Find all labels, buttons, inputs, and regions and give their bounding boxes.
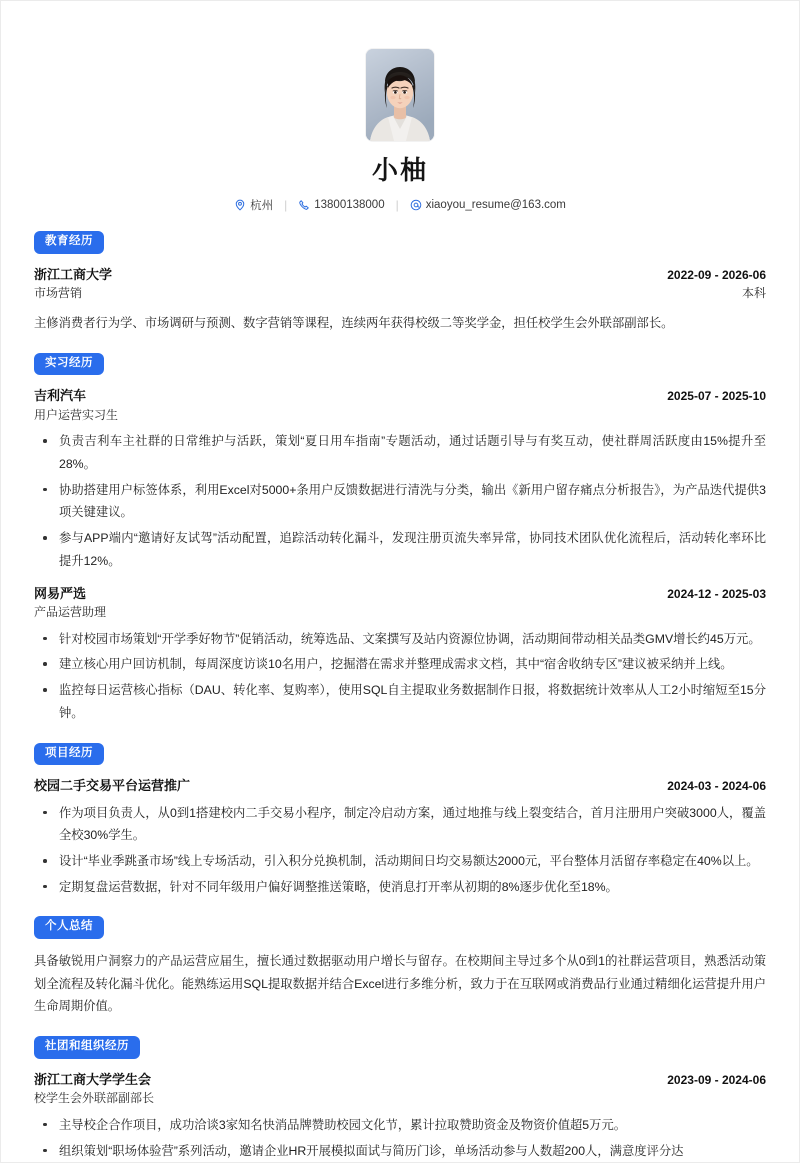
bullet-item: 监控每日运营核心指标（DAU、转化率、复购率），使用SQL自主提取业务数据制作日报，将数据统计效率从人工2小时缩短至15分钟。	[34, 679, 766, 724]
email-icon	[410, 199, 422, 211]
entry-subheader-row	[34, 406, 766, 425]
resume-section	[34, 1036, 766, 1162]
resume-section	[34, 916, 766, 1018]
bullet-item: 设计“毕业季跳蚤市场”线上专场活动，引入积分兑换机制，活动期间日均交易额达2000元，平台整体月活留存率稳定在40%以上。	[34, 850, 766, 873]
resume-entry	[34, 776, 766, 898]
contact-phone[interactable]	[298, 199, 384, 211]
section-badge: 社团和组织经历	[34, 1036, 140, 1059]
bullet-item: 作为项目负责人，从0到1搭建校内二手交易小程序，制定冷启动方案，通过地推与线上裂变结合，首月注册用户突破3000人，覆盖全校30%学生。	[34, 802, 766, 847]
candidate-name: 小柚	[371, 155, 428, 185]
resume-section	[34, 743, 766, 899]
entry-meta: 本科	[741, 286, 766, 301]
entry-date-range: 2023-09 - 2024-06	[667, 1072, 766, 1087]
contact-location	[234, 197, 273, 213]
location-pin-icon	[234, 199, 246, 211]
entry-subtitle: 产品运营助理	[34, 605, 107, 620]
entry-bullet-list	[34, 802, 766, 899]
section-badge: 实习经历	[34, 353, 104, 376]
phone-icon	[298, 199, 310, 211]
section-badge: 项目经历	[34, 743, 104, 766]
entry-bullet-list	[34, 430, 766, 572]
resume-section	[34, 231, 766, 334]
entry-subheader-row	[34, 603, 766, 622]
contact-email-value: xiaoyou_resume@163.com	[425, 199, 566, 212]
entry-date-range: 2024-12 - 2025-03	[667, 586, 766, 601]
entry-paragraph: 具备敏锐用户洞察力的产品运营应届生，擅长通过数据驱动用户增长与留存。在校期间主导过多个从0到1的社群运营项目，熟悉活动策划全流程及转化漏斗优化。能熟练运用SQL提取数据并结合Excel进行多维分析，致力于在互联网或消费品行业通过精细化运营提升用户生命周期价值。	[34, 953, 766, 1014]
entry-title: 网易严选	[34, 585, 87, 601]
bullet-item: 参与APP端内“邀请好友试驾”活动配置，追踪活动转化漏斗，发现注册页流失率异常，协同技术团队优化流程后，活动转化率环比提升12%。	[34, 527, 766, 572]
entry-header-row	[34, 386, 766, 406]
bullet-item: 组织策划“职场体验营”系列活动，邀请企业HR开展模拟面试与简历门诊，单场活动参与人数超200人，满意度评分达	[34, 1140, 766, 1163]
entry-title: 校园二手交易平台运营推广	[34, 778, 191, 794]
entry-header-row	[34, 776, 766, 796]
section-badge: 个人总结	[34, 916, 104, 939]
entry-subheader-row	[34, 1089, 766, 1108]
section-badge: 教育经历	[34, 231, 104, 254]
entry-bullet-list	[34, 628, 766, 725]
entry-date-range: 2025-07 - 2025-10	[667, 389, 766, 404]
contact-list	[34, 197, 766, 213]
resume-entry	[34, 386, 766, 573]
entry-header-row	[34, 265, 766, 285]
photo-wrapper	[34, 49, 766, 141]
contact-location-value: 杭州	[250, 200, 274, 213]
bullet-item: 建立核心用户回访机制，每周深度访谈10名用户，挖掘潜在需求并整理成需求文档，其中“宿舍收纳专区”建议被采纳并上线。	[34, 653, 766, 676]
resume-entry	[34, 950, 766, 1018]
resume-entry	[34, 584, 766, 725]
entry-subtitle: 校学生会外联部副部长	[34, 1091, 155, 1106]
entry-subtitle: 市场营销	[34, 286, 83, 301]
entry-subtitle: 用户运营实习生	[34, 407, 119, 422]
entry-title: 吉利汽车	[34, 388, 87, 404]
contact-separator-1: |	[284, 198, 288, 213]
resume-sections	[34, 231, 766, 1162]
bullet-item: 针对校园市场策划“开学季好物节”促销活动，统筹选品、文案撰写及站内资源位协调，活动期间带动相关品类GMV增长约45万元。	[34, 628, 766, 651]
bullet-item: 负责吉利车主社群的日常维护与活跃，策划“夏日用车指南”专题活动，通过话题引导与有奖互动，使社群周活跃度由15%提升至28%。	[34, 430, 766, 475]
resume-entry	[34, 1070, 766, 1163]
profile-photo	[366, 49, 434, 141]
entry-title: 浙江工商大学	[34, 266, 113, 282]
resume-header	[34, 1, 766, 213]
contact-separator-2: |	[395, 198, 399, 213]
entry-bullet-list	[34, 1114, 766, 1162]
bullet-item: 主导校企合作项目，成功洽谈3家知名快消品牌赞助校园文化节，累计拉取赞助资金及物资价值超5万元。	[34, 1114, 766, 1137]
resume-section	[34, 353, 766, 725]
entry-header-row	[34, 584, 766, 604]
bullet-item: 定期复盘运营数据，针对不同年级用户偏好调整推送策略，使消息打开率从初期的8%逐步优化至18%。	[34, 876, 766, 899]
entry-date-range: 2022-09 - 2026-06	[667, 267, 766, 282]
entry-date-range: 2024-03 - 2024-06	[667, 779, 766, 794]
entry-subheader-row	[34, 284, 766, 303]
entry-header-row	[34, 1070, 766, 1090]
entry-paragraph: 主修消费者行为学、市场调研与预测、数字营销等课程，连续两年获得校级二等奖学金，担任校学生会外联部副部长。	[34, 315, 674, 330]
entry-title: 浙江工商大学学生会	[34, 1071, 152, 1087]
bullet-item: 协助搭建用户标签体系，利用Excel对5000+条用户反馈数据进行清洗与分类，输出《新用户留存痛点分析报告》，为产品迭代提供3项关键建议。	[34, 479, 766, 524]
resume-entry	[34, 265, 766, 335]
contact-email[interactable]	[410, 199, 566, 211]
contact-phone-value: 13800138000	[314, 199, 385, 212]
